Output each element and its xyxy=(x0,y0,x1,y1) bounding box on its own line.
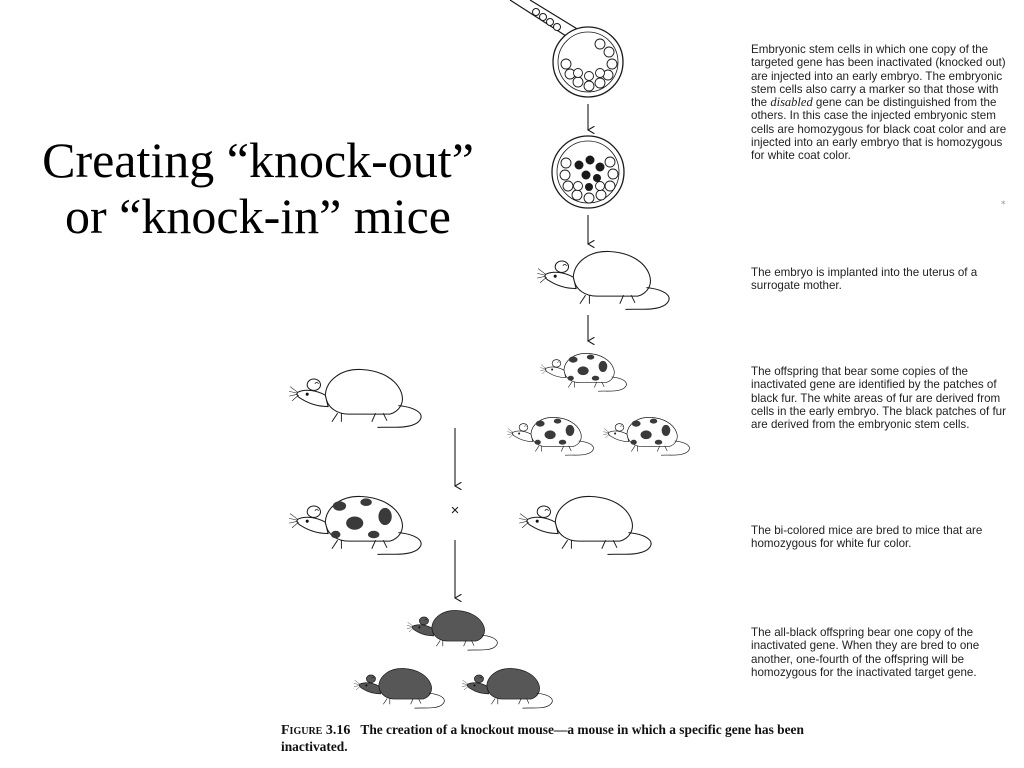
chimeric-mouse xyxy=(603,417,689,455)
early-embryo xyxy=(553,27,623,97)
disabled-emphasis: disabled xyxy=(770,95,813,110)
black-mouse xyxy=(462,668,552,708)
injected-embryo xyxy=(552,136,624,208)
white-mouse xyxy=(289,369,421,427)
step-3-description: The offspring that bear some copies of the inactivated gene are identified by the patches of black fur. The white areas of fur are derived from cells in the early embryo. The black patches of fur are derived from the embryonic stem cells. xyxy=(751,365,1006,432)
white-mouse xyxy=(519,496,651,554)
page-speck: ⁎ xyxy=(1001,196,1006,206)
figure-caption-text: The creation of a knockout mouse—a mouse in which a specific gene has been inactivated. xyxy=(281,722,804,754)
title-line-2: or “knock-in” mice xyxy=(65,188,451,244)
chimeric-mouse xyxy=(540,353,626,391)
chimeric-mouse xyxy=(507,417,593,455)
title-line-1: Creating “knock-out” xyxy=(42,132,474,188)
bicolored-mouse xyxy=(289,496,421,554)
step-1-description: Embryonic stem cells in which one copy of the targeted gene has been inactivated (knocked out) are injected into an early embryo. The embryonic stem cells also carry a marker so that those with the disabled gene can be distinguished from the others. In this case the injected embryonic stem cells are homozygous for black coat color and are injected into an early embryo that is homozygous for white coat color. xyxy=(751,43,1007,163)
surrogate-mother-mouse xyxy=(537,251,669,309)
figure-caption xyxy=(281,722,851,755)
black-mouse xyxy=(407,610,497,650)
step-2-description: The embryo is implanted into the uterus of a surrogate mother. xyxy=(751,266,978,293)
figure-label: Figure 3.16 xyxy=(281,723,351,738)
black-mouse xyxy=(354,668,444,708)
step-5-description: The all-black offspring bear one copy of the inactivated gene. When they are bred to one another, one-fourth of the offspring will be homozygous for the inactivated target gene. xyxy=(751,626,980,679)
cross-symbol: × xyxy=(450,502,460,519)
step-4-description: The bi-colored mice are bred to mice that are homozygous for white fur color. xyxy=(751,524,983,551)
